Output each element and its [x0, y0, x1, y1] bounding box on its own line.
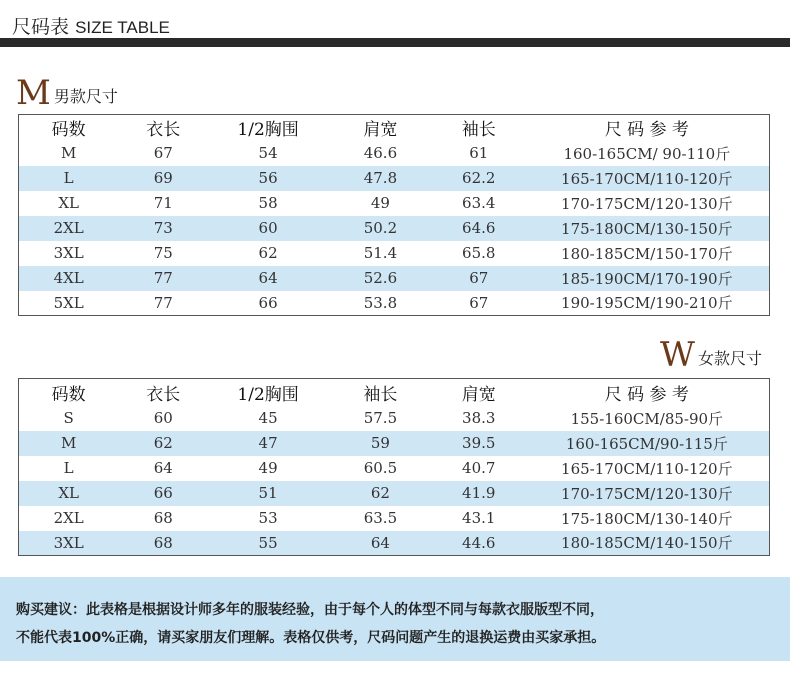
column-header: 1/2胸围 [237, 120, 299, 141]
women-section-label [660, 335, 762, 375]
table-cell: 60.5 [363, 459, 398, 477]
column-header: 码数 [51, 384, 86, 405]
column-header: 肩宽 [461, 384, 496, 405]
table-cell: 190-195CM/190-210斤 [561, 294, 733, 313]
table-cell: 62 [258, 244, 278, 262]
table-cell: 49 [370, 194, 390, 212]
table-cell: 60 [153, 409, 173, 427]
table-cell: 43.1 [462, 509, 496, 527]
table-cell: 68 [153, 533, 173, 552]
table-cell: M [60, 434, 77, 452]
women-size-table [18, 378, 770, 556]
table-row [19, 216, 770, 241]
table-row [19, 456, 770, 481]
table-row [19, 166, 770, 191]
table-row [19, 506, 770, 531]
table-cell: 59 [370, 434, 390, 452]
table-cell: 53.8 [363, 293, 398, 312]
table-cell: 68 [153, 509, 173, 527]
table-row [19, 431, 770, 456]
table-cell: 49 [258, 459, 278, 477]
column-header: 袖长 [363, 384, 398, 405]
women-label: 女款尺寸 [697, 349, 762, 368]
column-header: 尺 码 参 考 [604, 120, 689, 141]
table-cell: 63.5 [363, 509, 398, 527]
table-cell: 4XL [53, 269, 84, 287]
table-cell: 56 [258, 169, 278, 187]
table-cell: 41.9 [462, 484, 496, 502]
header-bar [0, 38, 790, 47]
table-cell: 66 [153, 484, 173, 502]
table-cell: 60 [258, 219, 278, 237]
table-cell: 67 [153, 144, 173, 162]
table-cell: 55 [258, 533, 278, 552]
table-cell: 64 [370, 533, 390, 552]
table-cell: 64.6 [462, 219, 496, 237]
table-cell: 185-190CM/170-190斤 [561, 269, 733, 288]
table-cell: 62 [370, 484, 390, 502]
table-cell: 77 [153, 293, 173, 312]
table-cell: 67 [469, 269, 489, 287]
table-cell: 67 [469, 293, 489, 312]
title-en: SIZE TABLE [75, 18, 170, 37]
column-header: 袖长 [461, 120, 496, 141]
page-title [12, 12, 170, 39]
table-cell: 2XL [53, 509, 84, 527]
table-row [19, 406, 770, 431]
table-header-row [19, 379, 770, 406]
table-cell: 73 [153, 219, 173, 237]
table-cell: XL [58, 484, 79, 502]
column-header: 衣长 [146, 120, 181, 141]
table-cell: 64 [153, 459, 173, 477]
table-cell: 62 [153, 434, 173, 452]
table-cell: 69 [153, 169, 173, 187]
table-cell: 58 [258, 194, 278, 212]
women-letter: W [660, 335, 695, 375]
table-row [19, 266, 770, 291]
column-header: 码数 [51, 120, 86, 141]
table-cell: 61 [469, 144, 489, 162]
table-cell: 51 [258, 484, 278, 502]
table-cell: 40.7 [462, 459, 496, 477]
table-cell: 160-165CM/ 90-110斤 [563, 144, 731, 163]
men-letter: M [16, 73, 51, 113]
table-cell: 71 [153, 194, 173, 212]
column-header: 1/2胸围 [237, 384, 299, 405]
table-row [19, 531, 770, 556]
page-header [0, 0, 790, 42]
table-cell: 51.4 [363, 244, 398, 262]
table-cell: 65.8 [462, 244, 496, 262]
table-cell: 180-185CM/150-170斤 [561, 244, 733, 263]
note-line-1: 购买建议：此表格是根据设计师多年的服装经验，由于每个人的体型不同与每款衣服版型不同， [16, 602, 604, 618]
note-line-2: 不能代表100%正确，请买家朋友们理解。表格仅供考，尺码问题产生的退换运费由买家承担。 [16, 630, 606, 646]
table-cell: 180-185CM/140-150斤 [561, 534, 733, 553]
table-cell: 75 [153, 244, 173, 262]
table-cell: 52.6 [363, 269, 398, 287]
column-header: 肩宽 [363, 120, 398, 141]
table-cell: L [63, 169, 74, 187]
table-cell: 66 [258, 293, 278, 312]
table-cell: 38.3 [462, 409, 496, 427]
table-header-row [19, 115, 770, 141]
purchase-note [0, 577, 790, 661]
table-cell: 47 [258, 434, 278, 452]
table-cell: 39.5 [462, 434, 496, 452]
table-row [19, 241, 770, 266]
table-cell: 45 [258, 409, 278, 427]
table-cell: 63.4 [462, 194, 496, 212]
table-cell: 50.2 [363, 219, 398, 237]
men-label: 男款尺寸 [53, 87, 118, 106]
table-cell: 2XL [53, 219, 84, 237]
table-cell: S [63, 409, 74, 427]
table-row [19, 481, 770, 506]
table-cell: 47.8 [363, 169, 398, 187]
table-cell: 77 [153, 269, 173, 287]
table-cell: L [63, 459, 74, 477]
men-section-label [16, 73, 118, 113]
table-cell: 54 [258, 144, 278, 162]
table-row [19, 191, 770, 216]
table-cell: 44.6 [462, 533, 496, 552]
table-cell: 53 [258, 509, 278, 527]
table-cell: 175-180CM/130-150斤 [561, 219, 733, 238]
table-cell: 155-160CM/85-90斤 [570, 409, 724, 428]
table-cell: 170-175CM/120-130斤 [561, 194, 733, 213]
table-cell: 165-170CM/110-120斤 [561, 169, 733, 188]
table-cell: 3XL [53, 533, 84, 552]
table-cell: 5XL [53, 293, 84, 312]
table-cell: 160-165CM/90-115斤 [565, 434, 728, 453]
table-cell: 170-175CM/120-130斤 [561, 484, 733, 503]
table-cell: 175-180CM/130-140斤 [561, 509, 733, 528]
table-cell: XL [58, 194, 79, 212]
table-row [19, 291, 770, 316]
table-cell: 64 [258, 269, 278, 287]
column-header: 衣长 [146, 384, 181, 405]
table-cell: 62.2 [462, 169, 496, 187]
table-cell: 57.5 [363, 409, 398, 427]
table-cell: 3XL [53, 244, 84, 262]
table-cell: M [60, 144, 77, 162]
table-row [19, 141, 770, 166]
column-header: 尺 码 参 考 [604, 384, 689, 405]
title-cn: 尺码表 [12, 16, 70, 38]
table-cell: 165-170CM/110-120斤 [561, 459, 733, 478]
table-cell: 46.6 [363, 144, 398, 162]
men-size-table [18, 114, 770, 316]
